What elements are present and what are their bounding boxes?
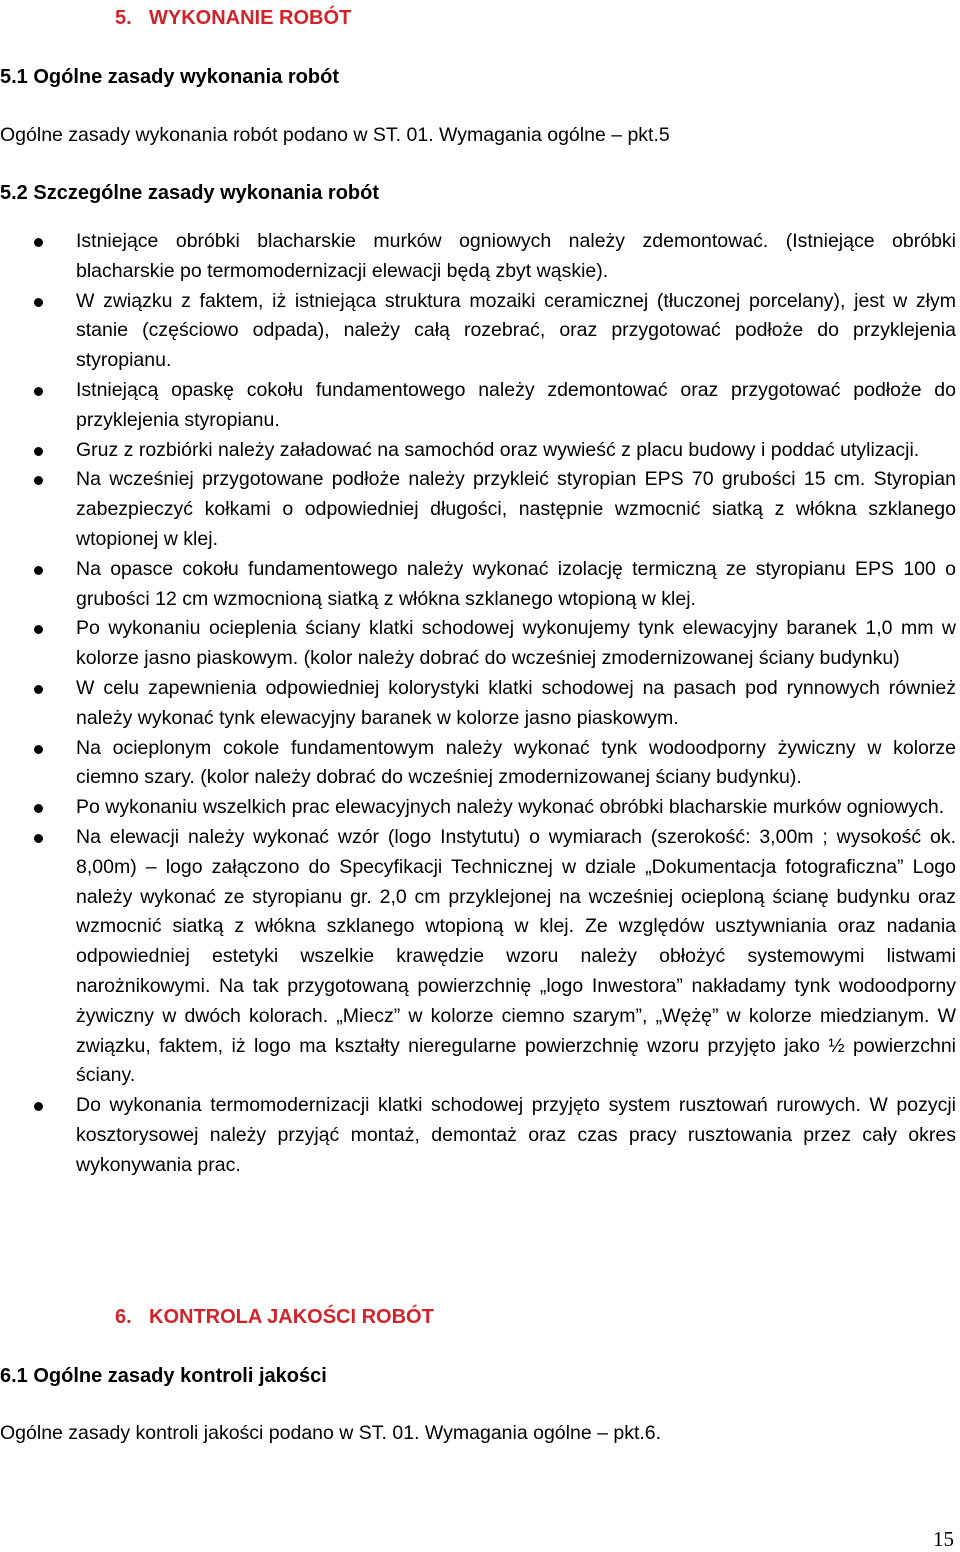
subsection-6-1-heading: 6.1 Ogólne zasady kontroli jakości xyxy=(0,1365,327,1387)
bullet-icon xyxy=(34,685,43,694)
bullet-icon xyxy=(34,566,43,575)
bullet-list xyxy=(0,227,960,1181)
list-item: W związku z faktem, iż istniejąca struktura mozaiki ceramicznej (tłuczonej porcelany), jest w złym stanie (częściowo odpada), należy całą rozebrać, oraz przygotować podłoże do przyklejenia styropianu. xyxy=(0,287,960,376)
page-number: 15 xyxy=(933,1527,954,1551)
list-item: Po wykonaniu ocieplenia ściany klatki schodowej wykonujemy tynk elewacyjny baranek 1,0 mm w kolorze jasno piaskowym. (kolor należy dobrać do wcześniej zmodernizowanej ściany budynku) xyxy=(0,614,960,674)
section-6-number: 6. xyxy=(115,1306,132,1328)
section-5-title: WYKONANIE ROBÓT xyxy=(149,7,352,29)
list-item: Gruz z rozbiórki należy załadować na samochód oraz wywieść z placu budowy i poddać utylizacji. xyxy=(0,436,960,466)
bullet-icon xyxy=(34,625,43,634)
list-item: Na elewacji należy wykonać wzór (logo Instytutu) o wymiarach (szerokość: 3,00m ; wysokość ok. 8,00m) – logo załączono do Specyfikacji Technicznej w dziale „Dokumentacja fotograficzna” Logo należy wykonać ze styropianu gr. 2,0 cm przyklejonej na wcześniej ocieploną ścianę budynku oraz wzmocnić siatką z włókna szklanego wtopioną w klej. Ze względów usztywniania oraz nadania odpowiedniej estetyki wszelkie krawędzie wzoru należy obłożyć systemowymi listwami narożnikowymi. Na tak przygotowaną powierzchnię „logo Inwestora” nakładamy tynk wodoodporny żywiczny w dwóch kolorach. „Miecz” w kolorze ciemno szarym”, „Wężę” w kolorze miedzianym. W związku, faktem, iż logo ma kształty nieregularne powierzchnię wzoru przyjęto jako ½ powierzchni ściany. xyxy=(0,823,960,1091)
section-6-title: KONTROLA JAKOŚCI ROBÓT xyxy=(149,1306,434,1328)
bullet-icon xyxy=(34,298,43,307)
subsection-5-2-heading: 5.2 Szczególne zasady wykonania robót xyxy=(0,182,380,204)
bullet-icon xyxy=(34,834,43,843)
section-6-heading xyxy=(115,1302,434,1332)
subsection-5-1-heading: 5.1 Ogólne zasady wykonania robót xyxy=(0,66,339,88)
list-item: Istniejącą opaskę cokołu fundamentowego należy zdemontować oraz przygotować podłoże do przyklejenia styropianu. xyxy=(0,376,960,436)
bullet-icon xyxy=(34,476,43,485)
list-item: Istniejące obróbki blacharskie murków ogniowych należy zdemontować. (Istniejące obróbki blacharskie po termomodernizacji elewacji będą zbyt wąskie). xyxy=(0,227,960,287)
bullet-icon xyxy=(34,804,43,813)
section-5-number: 5. xyxy=(115,7,132,29)
list-item: Na ocieplonym cokole fundamentowym należy wykonać tynk wodoodporny żywiczny w kolorze ciemno szary. (kolor należy dobrać do wcześniej zmodernizowanej ściany budynku). xyxy=(0,734,960,794)
subsection-6-1-paragraph: Ogólne zasady kontroli jakości podano w ST. 01. Wymagania ogólne – pkt.6. xyxy=(0,1422,662,1444)
list-item: Do wykonania termomodernizacji klatki schodowej przyjęto system rusztowań rurowych. W pozycji kosztorysowej należy przyjąć montaż, demontaż oraz czas pracy rusztowania przez cały okres wykonywania prac. xyxy=(0,1091,960,1180)
bullet-icon xyxy=(34,745,43,754)
bullet-icon xyxy=(34,1102,43,1111)
list-item: W celu zapewnienia odpowiedniej kolorystyki klatki schodowej na pasach pod rynnowych również należy wykonać tynk elewacyjny baranek w kolorze jasno piaskowym. xyxy=(0,674,960,734)
list-item: Na opasce cokołu fundamentowego należy wykonać izolację termiczną ze styropianu EPS 100 o grubości 12 cm wzmocnioną siatką z włókna szklanego wtopioną w klej. xyxy=(0,555,960,615)
list-item: Na wcześniej przygotowane podłoże należy przykleić styropian EPS 70 grubości 15 cm. Styropian zabezpieczyć kołkami o odpowiedniej długości, następnie wzmocnić siatką z włókna szklanego wtopionej w klej. xyxy=(0,465,960,554)
subsection-5-1-paragraph: Ogólne zasady wykonania robót podano w ST. 01. Wymagania ogólne – pkt.5 xyxy=(0,124,670,146)
bullet-icon xyxy=(34,447,43,456)
list-item: Po wykonaniu wszelkich prac elewacyjnych należy wykonać obróbki blacharskie murków ogniowych. xyxy=(0,793,960,823)
bullet-icon xyxy=(34,238,43,247)
section-5-heading xyxy=(115,3,351,33)
bullet-icon xyxy=(34,387,43,396)
